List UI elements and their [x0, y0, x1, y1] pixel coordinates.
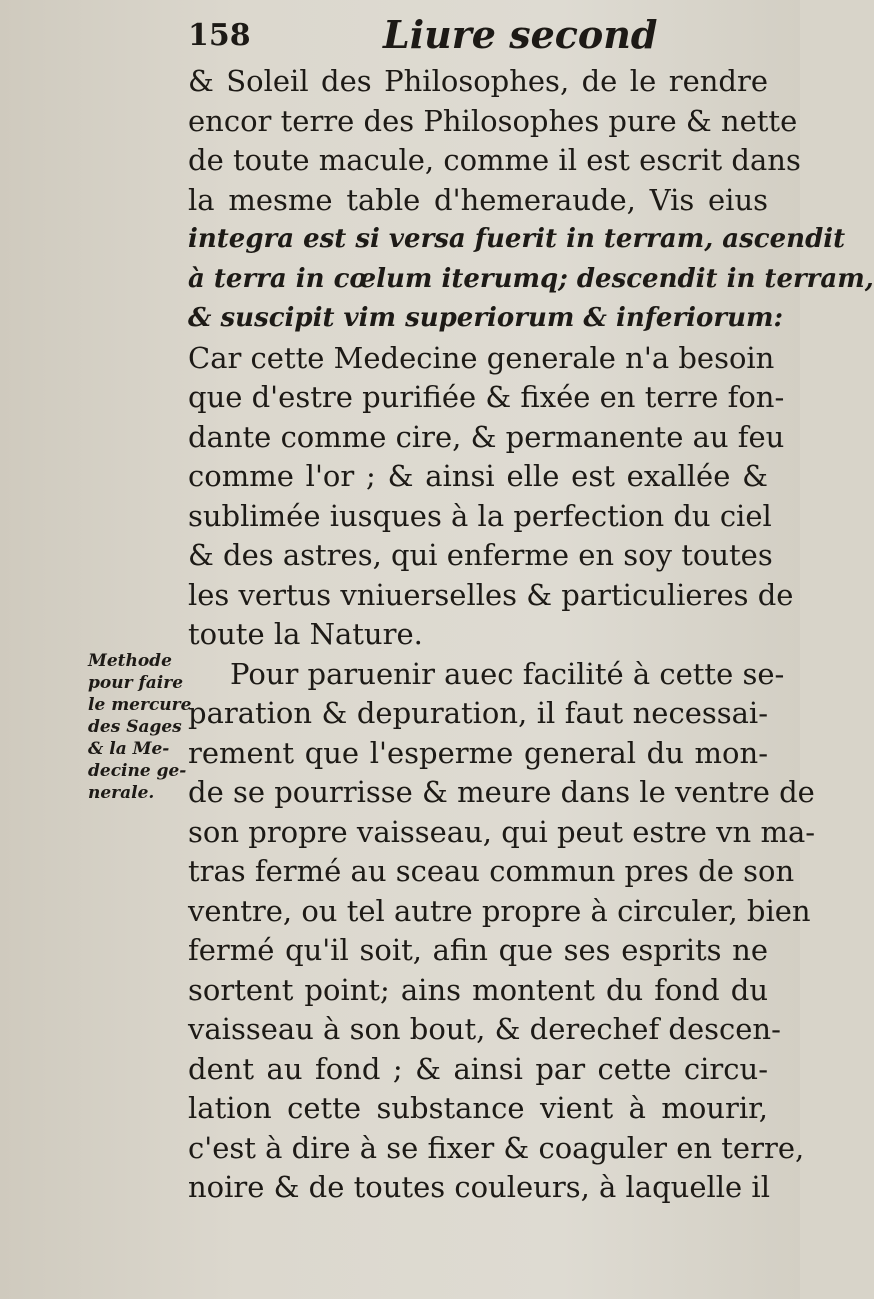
text-line: rement que l'esperme general du mon-: [188, 735, 768, 770]
page-number: 158: [188, 18, 251, 53]
margin-note-line: nerale.: [88, 783, 155, 803]
margin-note-line: & la Me-: [88, 739, 170, 759]
text-line: dante comme cire, & permanente au feu: [188, 419, 785, 454]
text-line: Car cette Medecine generale n'a besoin: [188, 340, 775, 375]
margin-note-line: Methode: [88, 651, 172, 671]
text-line: comme l'or ; & ainsi elle est exallée &: [188, 459, 768, 493]
text-line: encor terre des Philosophes pure & nette: [188, 103, 798, 138]
text-line: Pour paruenir auec facilité à cette se-: [230, 656, 785, 691]
latin-quote-line: à terra in cœlum iterumq; descendit in terram,: [188, 263, 874, 294]
text-line: lation cette substance vient à mourir,: [188, 1091, 768, 1125]
running-head: Liure second: [383, 12, 658, 57]
body-text: [188, 62, 874, 1208]
text-line: les vertus vniuerselles & particulieres de: [188, 577, 794, 612]
text-line: vaisseau à son bout, & derechef descen-: [188, 1012, 781, 1046]
margin-note-line: le mercure: [88, 695, 192, 715]
text-line: & Soleil des Philosophes, de le rendre: [188, 64, 768, 98]
text-line: noire & de toutes couleurs, à laquelle il: [188, 1170, 770, 1204]
text-line: ventre, ou tel autre propre à circuler, bien: [188, 893, 811, 928]
text-line: c'est à dire à se fixer & coaguler en terre,: [188, 1130, 805, 1165]
text-line: tras fermé au sceau commun pres de son: [188, 854, 795, 888]
margin-note-line: des Sages: [88, 717, 182, 737]
text-line: sortent point; ains montent du fond du: [188, 972, 768, 1007]
margin-note: [88, 650, 192, 804]
text-line: son propre vaisseau, qui peut estre vn ma-: [188, 814, 816, 849]
margin-note-line: pour faire: [88, 673, 184, 693]
margin-note-line: decine ge-: [88, 761, 187, 781]
text-line: toute la Nature.: [188, 617, 423, 651]
text-line: & des astres, qui enferme en soy toutes: [188, 538, 773, 572]
latin-quote-line: integra est si versa fuerit in terram, ascendit: [188, 224, 846, 254]
page-header: [188, 12, 658, 60]
text-line: de se pourrisse & meure dans le ventre de: [188, 775, 815, 809]
latin-quote-line: & suscipit vim superiorum & inferiorum:: [188, 303, 784, 333]
text-line: fermé qu'il soit, afin que ses esprits ne: [188, 933, 768, 967]
text-line: la mesme table d'hemeraude, Vis eius: [188, 182, 768, 217]
text-line: paration & depuration, il faut necessai-: [188, 696, 768, 730]
text-line: sublimée iusques à la perfection du ciel: [188, 498, 772, 533]
text-line: que d'estre purifiée & fixée en terre fon-: [188, 380, 785, 414]
text-line: dent au fond ; & ainsi par cette circu-: [188, 1051, 768, 1086]
text-line: de toute macule, comme il est escrit dans: [188, 143, 801, 177]
